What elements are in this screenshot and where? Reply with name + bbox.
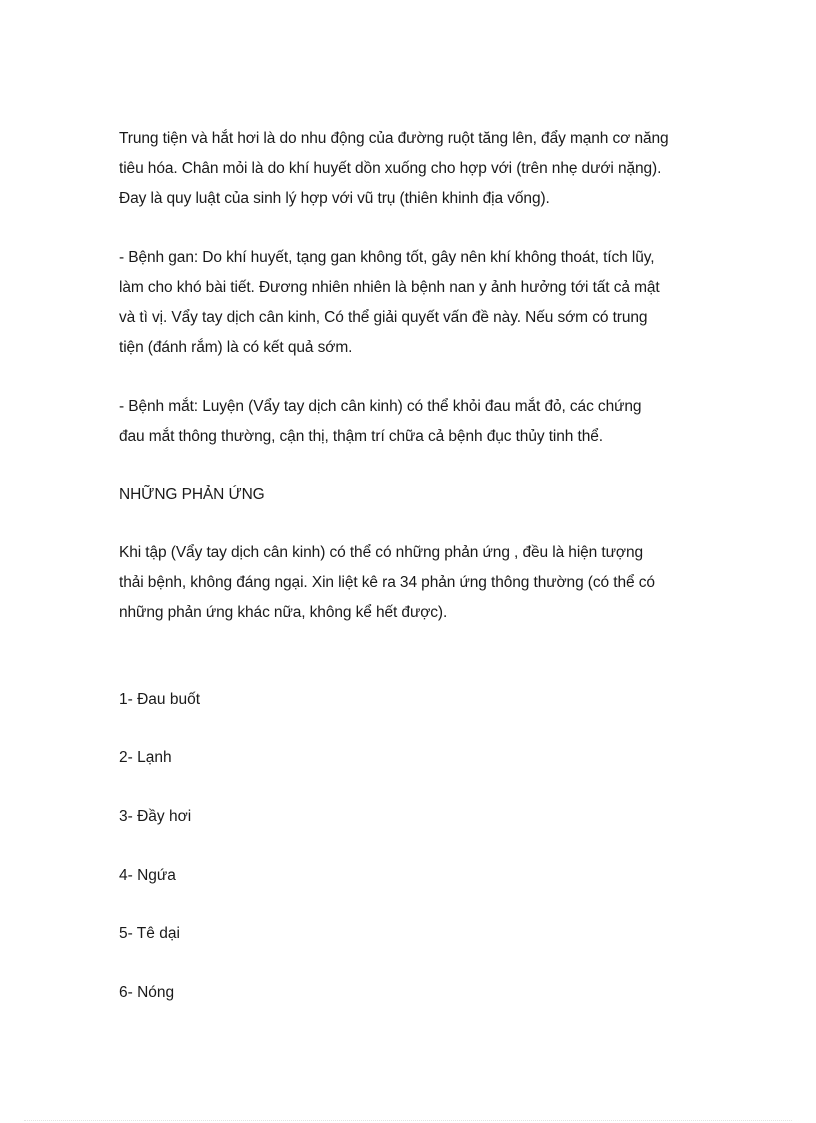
paragraph-line: - Bệnh gan: Do khí huyết, tạng gan không tốt, gây nên khí không thoát, tích lũy,: [119, 249, 655, 266]
list-item: 2- Lạnh: [119, 749, 172, 766]
list-item: 4- Ngứa: [119, 867, 176, 884]
list-item: 5- Tê dại: [119, 925, 180, 942]
paragraph-line: - Bệnh mắt: Luyện (Vẩy tay dịch cân kinh) có thể khỏi đau mắt đỏ, các chứng: [119, 398, 642, 415]
list-item: 6- Nóng: [119, 984, 175, 1001]
paragraph-khi-tap: [119, 538, 699, 628]
heading-text: NHỮNG PHẢN ỨNG: [119, 486, 265, 503]
paragraph-benh-gan: [119, 243, 699, 363]
paragraph-line: tiện (đánh rắm) là có kết quả sớm.: [119, 339, 353, 356]
paragraph-line: tiêu hóa. Chân mỏi là do khí huyết dồn xuống cho hợp với (trên nhẹ dưới nặng).: [119, 160, 662, 177]
page-bottom-divider: [24, 1120, 792, 1121]
paragraph-line: đau mắt thông thường, cận thị, thậm trí chữa cả bệnh đục thủy tinh thể.: [119, 428, 603, 445]
paragraph-line: Khi tập (Vẩy tay dịch cân kinh) có thể có những phản ứng , đều là hiện tượng: [119, 544, 643, 561]
paragraph-line: Đay là quy luật của sinh lý hợp với vũ trụ (thiên khinh địa vống).: [119, 190, 550, 207]
section-heading: [119, 480, 699, 510]
list-item: 1- Đau buốt: [119, 691, 200, 708]
paragraph-line: làm cho khó bài tiết. Đương nhiên nhiên là bệnh nan y ảnh hưởng tới tất cả mật: [119, 279, 660, 296]
paragraph-line: Trung tiện và hắt hơi là do nhu động của đường ruột tăng lên, đẩy mạnh cơ năng: [119, 130, 669, 147]
paragraph-line: và tì vị. Vẩy tay dịch cân kinh, Có thể giải quyết vấn đề này. Nếu sớm có trung: [119, 309, 648, 326]
paragraph-line: những phản ứng khác nữa, không kể hết được).: [119, 604, 448, 621]
paragraph-line: thải bệnh, không đáng ngại. Xin liệt kê ra 34 phản ứng thông thường (có thể có: [119, 574, 655, 591]
paragraph-benh-mat: [119, 392, 699, 452]
list-item: 3- Đầy hơi: [119, 808, 192, 825]
paragraph-trung-tien: [119, 124, 699, 214]
